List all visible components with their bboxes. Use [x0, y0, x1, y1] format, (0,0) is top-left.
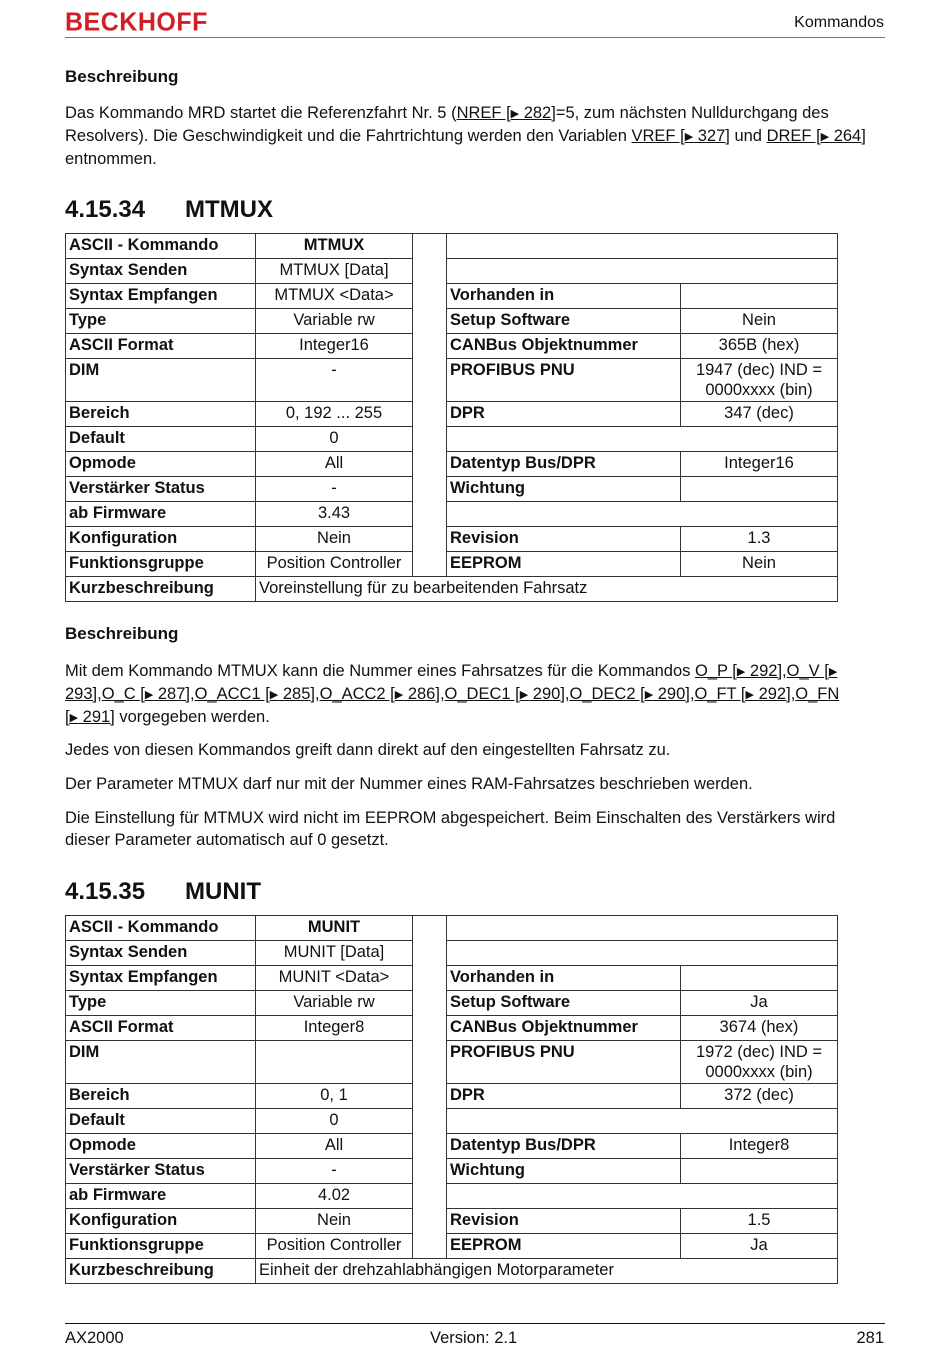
- table-row: [66, 527, 838, 552]
- param-label-right: Vorhanden in: [447, 966, 681, 991]
- param-value: Variable rw: [256, 309, 413, 334]
- link-page: 292]: [745, 662, 783, 680]
- param-value: 0: [256, 1109, 413, 1134]
- param-value: Position Controller: [256, 1234, 413, 1259]
- param-value: MTMUX: [256, 234, 413, 259]
- param-label-right: Setup Software: [447, 309, 681, 334]
- param-value-right: 365B (hex): [681, 334, 838, 359]
- short-description-text: Voreinstellung für zu bearbeitenden Fahrsatz: [256, 577, 838, 602]
- separator: ,: [97, 685, 102, 703]
- param-value: 0, 1: [256, 1084, 413, 1109]
- footer-page-number: 281: [856, 1329, 884, 1347]
- link-name: O_P [: [694, 662, 737, 680]
- param-label: Bereich: [66, 1084, 256, 1109]
- param-value-right: 3674 (hex): [681, 1016, 838, 1041]
- separator: ,: [790, 685, 796, 703]
- param-label-right: Wichtung: [447, 477, 681, 502]
- table-spacer: [413, 916, 447, 1259]
- link-oft[interactable]: [694, 685, 790, 703]
- param-label: Verstärker Status: [66, 1159, 256, 1184]
- link-page: 293]: [65, 685, 98, 703]
- param-label: Syntax Senden: [66, 941, 256, 966]
- table-row: [66, 502, 838, 527]
- param-label: ASCII - Kommando: [66, 916, 256, 941]
- param-label: Funktionsgruppe: [66, 552, 256, 577]
- param-value: -: [256, 359, 413, 402]
- param-value: Position Controller: [256, 552, 413, 577]
- table-row: [66, 1084, 838, 1109]
- link-odec1[interactable]: [445, 685, 565, 703]
- link-page: 290]: [653, 685, 690, 703]
- param-value: Nein: [256, 1209, 413, 1234]
- param-label-right: PROFIBUS PNU: [447, 359, 681, 402]
- param-label-right: EEPROM: [447, 552, 681, 577]
- table-row: [66, 916, 838, 941]
- param-label-right: CANBus Objektnummer: [447, 334, 681, 359]
- param-label: Default: [66, 427, 256, 452]
- table-row: [66, 334, 838, 359]
- link-vref[interactable]: VREF [▶ 327]: [631, 127, 730, 145]
- param-value: [256, 1041, 413, 1084]
- param-label: Opmode: [66, 1134, 256, 1159]
- header-divider: [65, 37, 885, 38]
- param-value-right: [681, 359, 838, 402]
- link-nref[interactable]: NREF [▶ 282]: [456, 104, 556, 122]
- link-arrow-icon: ▶: [144, 689, 154, 701]
- link-arrow-icon: ▶: [736, 666, 746, 678]
- table-row-short-description: [66, 577, 838, 602]
- param-label-right: [447, 941, 838, 966]
- table-row: [66, 1016, 838, 1041]
- separator: ,: [314, 685, 320, 703]
- param-value: 3.43: [256, 502, 413, 527]
- intro-paragraph: Das Kommando MRD startet die Referenzfahrt Nr. 5 (NREF [▶ 282]=5, zum nächsten Nulldurchgang des Resolvers). Die Geschwindigkeit und die Fahrtrichtung werden den Variablen VREF [▶ 327] und DREF [▶ 264] entnommen.: [65, 104, 866, 168]
- separator: ,: [564, 685, 570, 703]
- param-label: Konfiguration: [66, 527, 256, 552]
- param-label-right: [447, 427, 838, 452]
- link-name: O_FN [: [65, 685, 840, 726]
- param-label-right: [447, 502, 838, 527]
- param-value: MUNIT: [256, 916, 413, 941]
- param-value-right: Integer16: [681, 452, 838, 477]
- section-heading-mtmux: 4.15.34 MTMUX: [65, 196, 273, 223]
- table-row: [66, 359, 838, 402]
- param-label: Type: [66, 309, 256, 334]
- table-row: [66, 309, 838, 334]
- separator: ,: [190, 685, 195, 703]
- param-value-right: Integer8: [681, 1134, 838, 1159]
- param-label-right: Setup Software: [447, 991, 681, 1016]
- link-arrow-icon: ▶: [519, 689, 529, 701]
- link-page: 292]: [753, 685, 791, 703]
- param-value: Integer8: [256, 1016, 413, 1041]
- link-oc[interactable]: [102, 685, 190, 703]
- param-label-right: [447, 234, 838, 259]
- param-value: -: [256, 477, 413, 502]
- mtmux-description-p1: [65, 660, 840, 729]
- param-value-line: 1972 (dec) IND =: [695, 1043, 823, 1061]
- link-arrow-icon: ▶: [269, 689, 279, 701]
- link-arrow-icon: ▶: [69, 712, 79, 724]
- param-value-right: 1.3: [681, 527, 838, 552]
- param-value: MTMUX <Data>: [256, 284, 413, 309]
- param-value-right: 372 (dec): [681, 1084, 838, 1109]
- link-page: 286]: [403, 685, 440, 703]
- text: vorgegeben werden.: [114, 708, 270, 726]
- table-row: [66, 1109, 838, 1134]
- param-value-right: [681, 284, 838, 309]
- param-label: Default: [66, 1109, 256, 1134]
- param-value-line: 1947 (dec) IND =: [695, 361, 823, 379]
- table-row: [66, 941, 838, 966]
- mtmux-description-p3: Der Parameter MTMUX darf nur mit der Nummer eines RAM-Fahrsatzes beschrieben werden.: [65, 775, 753, 793]
- param-label: Funktionsgruppe: [66, 1234, 256, 1259]
- footer-divider: [65, 1323, 885, 1324]
- table-row: [66, 1234, 838, 1259]
- param-label-right: EEPROM: [447, 1234, 681, 1259]
- param-value-right: Ja: [681, 1234, 838, 1259]
- param-label: Syntax Empfangen: [66, 966, 256, 991]
- link-dref[interactable]: DREF [▶ 264]: [766, 127, 866, 145]
- link-oacc1[interactable]: [195, 685, 315, 703]
- footer-product: AX2000: [65, 1329, 124, 1347]
- mtmux-table: [65, 233, 838, 602]
- link-op[interactable]: [695, 662, 782, 680]
- table-row: [66, 259, 838, 284]
- section-heading-munit: 4.15.35 MUNIT: [65, 878, 261, 905]
- param-label: ab Firmware: [66, 502, 256, 527]
- param-label-right: CANBus Objektnummer: [447, 1016, 681, 1041]
- param-value: 0, 192 ... 255: [256, 402, 413, 427]
- param-value-right: 347 (dec): [681, 402, 838, 427]
- param-value: Nein: [256, 527, 413, 552]
- munit-table: [65, 915, 838, 1284]
- link-name: O_ACC1 [: [194, 685, 270, 703]
- footer-version: Version: 2.1: [430, 1329, 518, 1347]
- param-value-line: 0000xxxx (bin): [705, 381, 813, 399]
- param-value: MUNIT [Data]: [256, 941, 413, 966]
- link-name: O_ACC2 [: [319, 685, 395, 703]
- table-row: [66, 402, 838, 427]
- param-value: -: [256, 1159, 413, 1184]
- link-arrow-icon: ▶: [644, 689, 654, 701]
- param-label: Syntax Senden: [66, 259, 256, 284]
- table-row: [66, 427, 838, 452]
- param-label-right: [447, 1109, 838, 1134]
- table-row-short-description: [66, 1259, 838, 1284]
- param-value-right: [681, 1159, 838, 1184]
- param-value-right: 1.5: [681, 1209, 838, 1234]
- param-label-right: [447, 1184, 838, 1209]
- param-value-right: [681, 477, 838, 502]
- mtmux-description-p2: Jedes von diesen Kommandos greift dann direkt auf den eingestellten Fahrsatz zu.: [65, 741, 671, 759]
- param-value: Integer16: [256, 334, 413, 359]
- short-description-label: Kurzbeschreibung: [66, 577, 256, 602]
- param-label-right: DPR: [447, 402, 681, 427]
- param-value: All: [256, 1134, 413, 1159]
- param-value-right: Nein: [681, 552, 838, 577]
- param-value-right: Nein: [681, 309, 838, 334]
- param-value-right: [681, 966, 838, 991]
- link-page: 290]: [528, 685, 565, 703]
- param-label-right: [447, 259, 838, 284]
- link-name: O_FT [: [694, 685, 746, 703]
- table-row: [66, 452, 838, 477]
- table-row: [66, 234, 838, 259]
- link-name: O_V [: [786, 662, 829, 680]
- param-label-right: Datentyp Bus/DPR: [447, 452, 681, 477]
- text: Mit dem Kommando MTMUX kann die Nummer eines Fahrsatzes für die Kommandos: [65, 662, 695, 680]
- param-label-right: Vorhanden in: [447, 284, 681, 309]
- separator: ,: [439, 685, 445, 703]
- mtmux-description-p4: Die Einstellung für MTMUX wird nicht im EEPROM abgespeichert. Beim Einschalten des Verstärkers wird dieser Parameter automatisch auf 0 gesetzt.: [65, 809, 836, 849]
- link-name: O_C [: [101, 685, 145, 703]
- table-row: [66, 1184, 838, 1209]
- param-label-right: Revision: [447, 1209, 681, 1234]
- table-spacer: [413, 234, 447, 577]
- param-label-right: Datentyp Bus/DPR: [447, 1134, 681, 1159]
- mtmux-description-heading: Beschreibung: [65, 624, 179, 643]
- header-section-title: Kommandos: [794, 14, 884, 31]
- param-label-right: [447, 916, 838, 941]
- separator: ,: [689, 685, 695, 703]
- table-row: [66, 966, 838, 991]
- param-label: Bereich: [66, 402, 256, 427]
- table-row: [66, 1159, 838, 1184]
- param-value: All: [256, 452, 413, 477]
- short-description-label: Kurzbeschreibung: [66, 1259, 256, 1284]
- separator: ,: [782, 662, 787, 680]
- param-value: MTMUX [Data]: [256, 259, 413, 284]
- param-label: ab Firmware: [66, 1184, 256, 1209]
- param-value: 4.02: [256, 1184, 413, 1209]
- intro-heading: Beschreibung: [65, 67, 179, 86]
- param-value-right: [681, 1041, 838, 1084]
- table-row: [66, 284, 838, 309]
- param-label: Verstärker Status: [66, 477, 256, 502]
- link-name: O_DEC2 [: [569, 685, 645, 703]
- table-row: [66, 552, 838, 577]
- param-label: ASCII Format: [66, 334, 256, 359]
- param-value-line: 0000xxxx (bin): [705, 1063, 813, 1081]
- param-label-right: PROFIBUS PNU: [447, 1041, 681, 1084]
- param-label-right: Revision: [447, 527, 681, 552]
- param-label-right: Wichtung: [447, 1159, 681, 1184]
- link-name: O_DEC1 [: [444, 685, 520, 703]
- param-value: 0: [256, 427, 413, 452]
- beckhoff-logo: BECKHOFF: [65, 7, 208, 37]
- link-arrow-icon: ▶: [745, 689, 754, 701]
- short-description-text: Einheit der drehzahlabhängigen Motorparameter: [256, 1259, 838, 1284]
- table-row: [66, 991, 838, 1016]
- param-label-right: DPR: [447, 1084, 681, 1109]
- param-value-right: Ja: [681, 991, 838, 1016]
- param-label: DIM: [66, 1041, 256, 1084]
- table-row: [66, 1041, 838, 1084]
- param-label: DIM: [66, 359, 256, 402]
- table-row: [66, 1134, 838, 1159]
- param-value: MUNIT <Data>: [256, 966, 413, 991]
- link-page: 285]: [278, 685, 315, 703]
- link-oacc2[interactable]: [320, 685, 440, 703]
- link-arrow-icon: ▶: [394, 689, 404, 701]
- param-value: Variable rw: [256, 991, 413, 1016]
- param-label: ASCII Format: [66, 1016, 256, 1041]
- link-page: 287]: [153, 685, 190, 703]
- param-label: Opmode: [66, 452, 256, 477]
- link-arrow-icon: ▶: [828, 666, 838, 678]
- table-row: [66, 477, 838, 502]
- link-odec2[interactable]: [570, 685, 690, 703]
- table-row: [66, 1209, 838, 1234]
- link-page: 291]: [78, 708, 115, 726]
- param-label: Konfiguration: [66, 1209, 256, 1234]
- param-label: ASCII - Kommando: [66, 234, 256, 259]
- param-label: Type: [66, 991, 256, 1016]
- param-label: Syntax Empfangen: [66, 284, 256, 309]
